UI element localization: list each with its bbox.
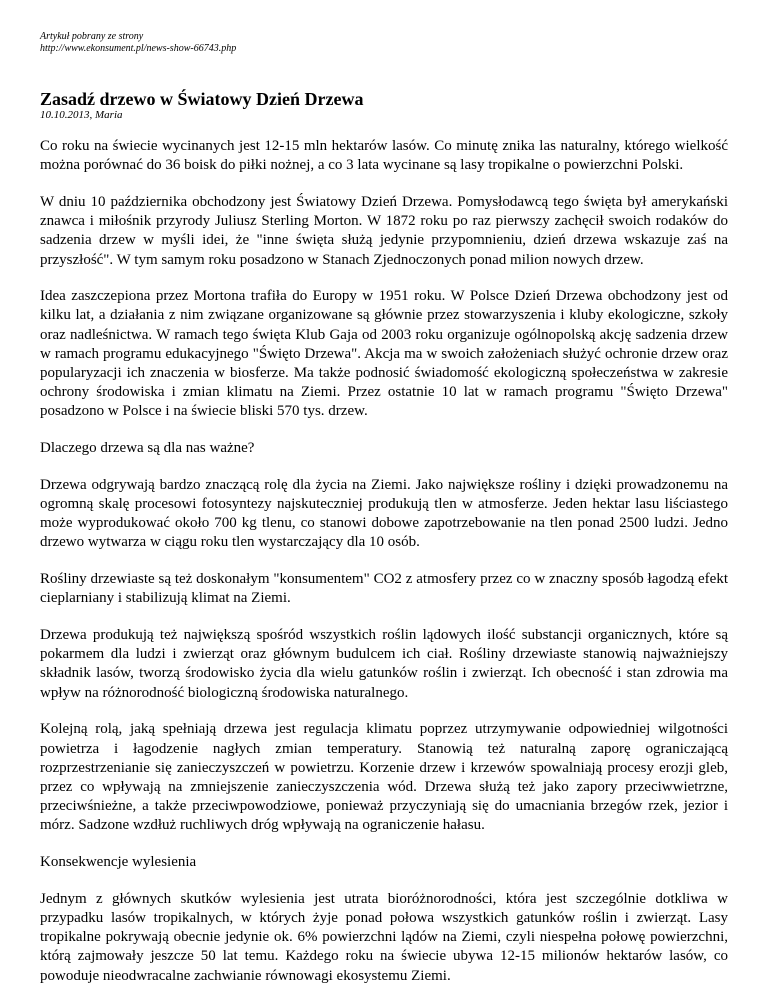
paragraph-co2: Rośliny drzewiaste są też doskonałym "konsumentem" CO2 z atmosfery przez co w znaczny sposób łagodzą efekt cieplarniany i stabilizują klimat na Ziemi. (40, 571, 728, 607)
paragraph-oxygen: Drzewa odgrywają bardzo znaczącą rolę dla życia na Ziemi. Jako największe rośliny i dzięki prowadzonemu na ogromną skalę procesowi fotosyntezy najskuteczniej produkują tlen w atmosferze. Jeden hektar lasu liściastego może wyprodukować około 700 kg tlenu, co stanowi dobowe zapotrzebowanie na tlen ponad 2500 ludzi. Jedno drzewo wytwarza w ciągu roku tlen wystarczający dla 10 osób. (40, 476, 728, 551)
paragraph-intro: Co roku na świecie wycinanych jest 12-15 mln hektarów lasów. Co minutę znika las naturalny, którego wielkość można porównać do 36 boisk do piłki nożnej, a co 3 lata wycinane są lasy tropikalne o powierzchni Polski. (40, 138, 728, 174)
article-body (40, 137, 728, 986)
paragraph-poland: Idea zaszczepiona przez Mortona trafiła do Europy w 1951 roku. W Polsce Dzień Drzewa obchodzony jest od kilku lat, a działania z nim związane organizowane są głównie przez stowarzyszenia i kluby ekologiczne, szkoły oraz nadleśnictwa. W ramach tego święta Klub Gaja od 2003 roku organizuje ogólnopolską akcję sadzenia drzew w ramach programu edukacyjnego "Święto Drzewa". Akcja ma w swoich założeniach służyć ochronie drzew oraz popularyzacji ich znaczenia w biosferze. Ma także podnosić świadomość ekologiczną społeczeństwa w zakresie ochrony środowiska i zmian klimatu na Ziemi. Przez ostatnie 10 lat w ramach programu "Święto Drzewa" posadzono w Polsce i na świecie bliski 570 tys. drzew. (40, 288, 728, 420)
article-meta: 10.10.2013, Maria (40, 109, 123, 121)
source-url: http://www.ekonsument.pl/news-show-66743.php (40, 43, 237, 54)
document-page (40, 31, 728, 1003)
paragraph-climate: Kolejną rolą, jaką spełniają drzewa jest regulacja klimatu poprzez utrzymywanie odpowiedniej wilgotności powietrza i łagodzenie nagłych zmian temperatury. Stanowią też naturalną zaporę ograniczającą rozprzestrzenianie się zanieczyszczeń w powietrzu. Korzenie drzew i krzewów spowalniają procesy erozji gleb, przez co wpływają na zmniejszenie zanieczyszczenia wód. Drzewa służą też jako zapory przeciwwietrzne, przeciwśnieżne, a także przeciwpowodziowe, ponieważ przyczyniają się do umacniania brzegów rzek, jezior i mórz. Sadzone wzdłuż ruchliwych dróg wpływają na ograniczenie hałasu. (40, 721, 728, 834)
source-note (40, 31, 728, 55)
paragraph-deforestation: Jednym z głównych skutków wylesienia jest utrata bioróżnorodności, która jest szczególnie dotkliwa w przypadku lasów tropikalnych, w których żyje ponad połowa wszystkich gatunków roślin i zwierząt. Lasy tropikalne pokrywają obecnie jedynie ok. 6% powierzchni lądów na Ziemi, czyli niespełna połowę powierzchni, którą zajmowały jeszcze 50 lat temu. Każdego roku na świecie ubywa 12-15 milionów hektarów lasów, co powoduje nieodwracalne zachwianie równowagi ekosystemu Ziemi. (40, 890, 728, 984)
source-label: Artykuł pobrany ze strony (40, 31, 144, 42)
paragraph-organic-matter: Drzewa produkują też największą spośród wszystkich roślin lądowych ilość substancji organicznych, które są pokarmem dla ludzi i zwierząt oraz głównym budulcem ich ciał. Rośliny drzewiaste stanowią najważniejszy składnik lasów, tworzą środowisko życia dla wielu gatunków roślin i zwierząt. Ich obecność i stan zdrowia ma wpływ na różnorodność biologiczną środowiska naturalnego. (40, 627, 728, 701)
section-heading-why-trees: Dlaczego drzewa są dla nas ważne? (40, 440, 255, 457)
section-heading-deforestation: Konsekwencje wylesienia (40, 854, 197, 871)
article-title: Zasadź drzewo w Światowy Dzień Drzewa (40, 89, 364, 109)
paragraph-world-tree-day: W dniu 10 października obchodzony jest Światowy Dzień Drzewa. Pomysłodawcą tego święta był amerykański znawca i miłośnik przyrody Juliusz Sterling Morton. W 1872 roku po raz pierwszy zachęcił swoich rodaków do sadzenia drzew w myśli idei, że "inne święta służą jedynie przypomnieniu, dzień drzewa wskazuje zaś na przyszłość". W tym samym roku posadzono w Stanach Zjednoczonych ponad milion nowych drzew. (40, 193, 728, 268)
